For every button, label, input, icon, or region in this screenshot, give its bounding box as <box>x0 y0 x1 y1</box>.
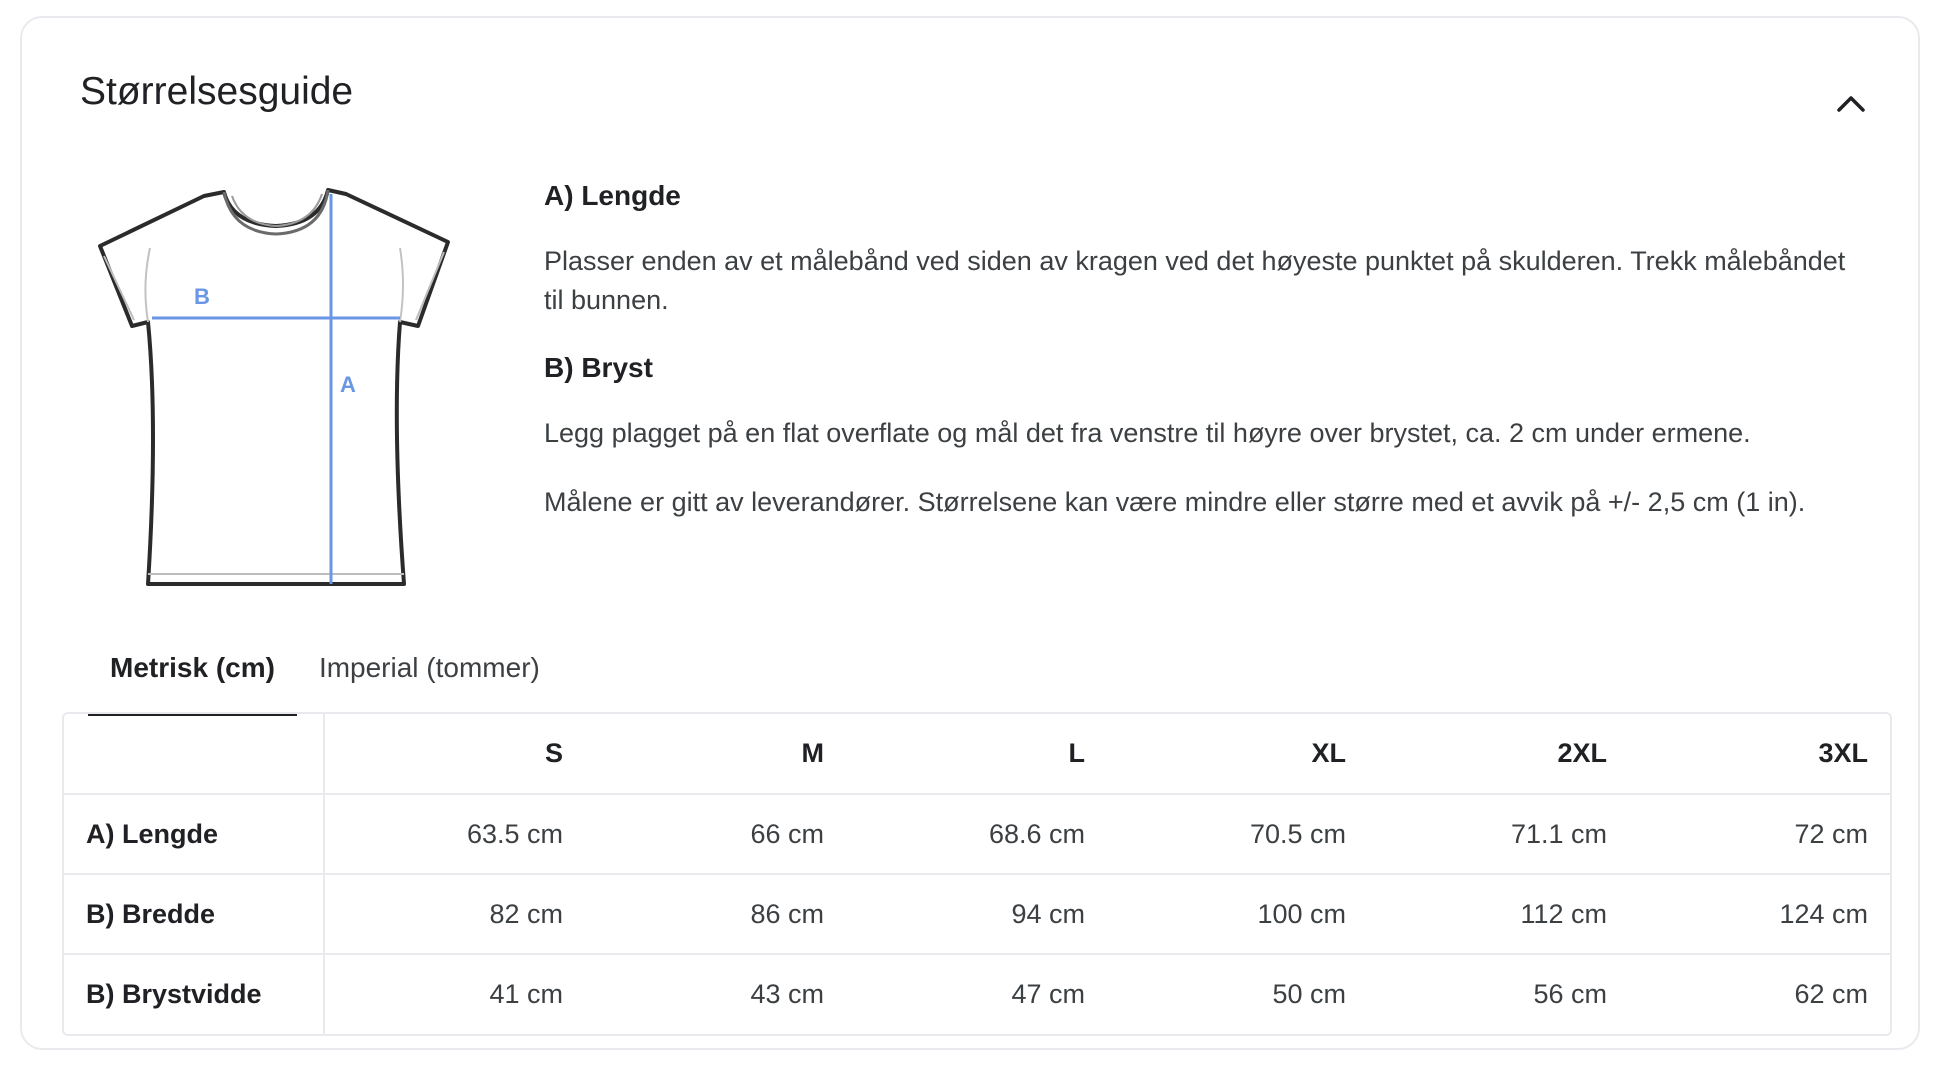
length-description: Plasser enden av et målebånd ved siden av kragen ved det høyeste punktet på skulderen. Trekk målebåndet til bunnen. <box>544 246 1846 315</box>
size-table <box>62 712 1892 1036</box>
table-cell: 68.6 cm <box>846 794 1107 874</box>
table-row <box>64 874 1890 954</box>
tab-metric[interactable]: Metrisk (cm) <box>88 638 297 716</box>
column-header-m: M <box>801 738 824 768</box>
row-label: A) Lengde <box>64 794 324 874</box>
table-cell: 41 cm <box>324 954 585 1034</box>
table-cell: 43 cm <box>585 954 846 1034</box>
table-cell: 70.5 cm <box>1107 794 1368 874</box>
measurement-info <box>544 178 1864 522</box>
table-cell: 66 cm <box>585 794 846 874</box>
table-cell: 50 cm <box>1107 954 1368 1034</box>
table-cell: 112 cm <box>1368 874 1629 954</box>
length-heading: A) Lengde <box>544 180 681 211</box>
chest-description: Legg plagget på en flat overflate og mål det fra venstre til høyre over brystet, ca. 2 cm under ermene. <box>544 418 1751 448</box>
table-cell: 72 cm <box>1629 794 1890 874</box>
chevron-up-icon <box>1836 93 1866 113</box>
column-header-xl: XL <box>1311 738 1346 768</box>
column-header-3xl: 3XL <box>1818 738 1868 768</box>
table-cell: 47 cm <box>846 954 1107 1034</box>
table-row <box>64 794 1890 874</box>
table-header-row <box>64 714 1890 794</box>
tab-imperial[interactable]: Imperial (tommer) <box>318 652 540 683</box>
measure-label-b: B <box>194 284 210 309</box>
table-corner-cell <box>64 714 324 794</box>
table-cell: 100 cm <box>1107 874 1368 954</box>
unit-tabs <box>88 638 562 716</box>
collapse-button[interactable] <box>1828 80 1874 126</box>
table-cell: 82 cm <box>324 874 585 954</box>
row-label: B) Brystvidde <box>64 954 324 1034</box>
supplier-note: Målene er gitt av leverandører. Størrelsene kan være mindre eller større med et avvik på +/- 2,5 cm (1 in). <box>544 487 1806 517</box>
table-cell: 86 cm <box>585 874 846 954</box>
table-cell: 71.1 cm <box>1368 794 1629 874</box>
table-cell: 94 cm <box>846 874 1107 954</box>
table-cell: 62 cm <box>1629 954 1890 1034</box>
page-title: Størrelsesguide <box>80 70 354 113</box>
tshirt-icon <box>82 174 482 594</box>
table-cell: 124 cm <box>1629 874 1890 954</box>
table-cell: 56 cm <box>1368 954 1629 1034</box>
measure-label-a: A <box>340 372 356 397</box>
row-label: B) Bredde <box>64 874 324 954</box>
column-header-2xl: 2XL <box>1557 738 1607 768</box>
table-row <box>64 954 1890 1034</box>
table-cell: 63.5 cm <box>324 794 585 874</box>
chest-heading: B) Bryst <box>544 352 653 383</box>
size-guide-card <box>20 16 1920 1050</box>
column-header-l: L <box>1068 738 1085 768</box>
column-header-s: S <box>544 738 563 768</box>
